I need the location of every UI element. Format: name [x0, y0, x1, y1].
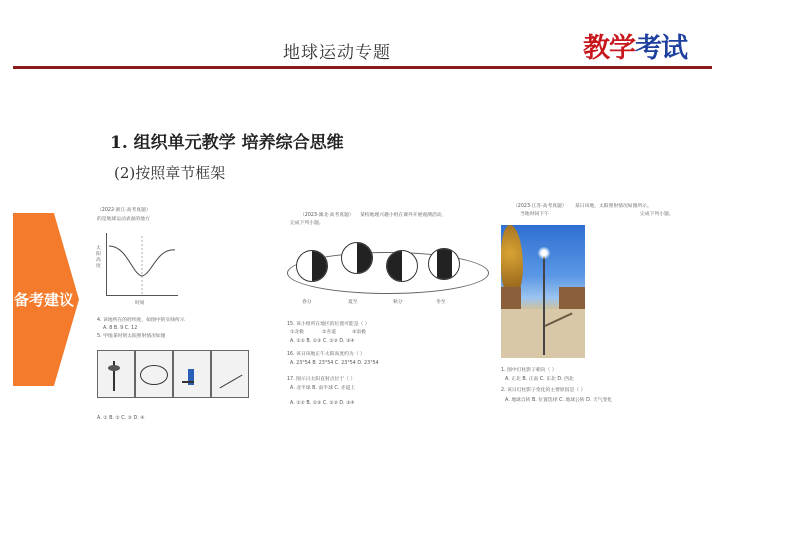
- header-title: 地球运动专题: [283, 43, 391, 63]
- globe-2: [341, 242, 373, 274]
- season-label-2: 夏至: [348, 300, 358, 305]
- figure-panel-1: [97, 350, 135, 398]
- exam1-q5-options: A. ① B. ② C. ③ D. ④: [97, 416, 145, 421]
- exam3-q1-options: A. 正北 B. 正南 C. 东北 D. 西北: [505, 377, 574, 382]
- season-label-3: 秋分: [393, 300, 403, 305]
- figure-panel-2: [135, 350, 173, 398]
- exam1-q5: 5. 甲地某时刻太阳照射情况如图: [97, 334, 166, 339]
- exam2-q17-answers: A. ①② B. ①③ C. ②③ D. ③④: [290, 401, 355, 406]
- arrow-tab-label: 备考建议: [14, 291, 75, 309]
- exam2-q15-answers: A. ①② B. ①③ C. ②③ D. ③④: [290, 339, 355, 344]
- exam2-source: （2023·湖北·高考真题）: [300, 213, 354, 218]
- exam2-stem-line1: 某校地理兴趣小组在课外开展观测活动，: [360, 213, 447, 218]
- exam2-q17-options: A. 北半球 B. 南半球 C. 赤道上: [290, 386, 356, 391]
- exam3-stem-line2: 当地时间下午: [520, 212, 549, 217]
- season-label-4: 冬至: [436, 300, 446, 305]
- figure-panel-4: [211, 350, 249, 398]
- exam1-stem: 的是地球运动表面的地方: [97, 217, 150, 222]
- brand-part2: 考试: [635, 33, 687, 64]
- campus-photo: [501, 225, 585, 358]
- sub-heading: (2)按照章节框架: [114, 164, 226, 182]
- exam3-stem-line3: 完成下列小题。: [640, 212, 674, 217]
- tree: [501, 225, 523, 295]
- graph-curve: [107, 236, 177, 294]
- graph-x-axis: [106, 295, 178, 296]
- building-left: [501, 287, 521, 309]
- building-right: [559, 287, 585, 309]
- exam3-q2-options: A. 地球自转 B. 位置选择 C. 地球公转 D. 天气变化: [505, 398, 613, 403]
- exam1-source: （2022·浙江·高考真题）: [97, 208, 151, 213]
- exam3-source: （2023·江苏·高考真题）: [513, 204, 567, 209]
- exam2-q17: 17. 图示日太阳直射点位于（ ）: [287, 377, 356, 382]
- exam2-q16: 16. 该日该地正午太阳高度约为（ ）: [287, 352, 365, 357]
- exam2-q15-option-3: ③南极: [352, 330, 366, 335]
- graph-y-label: 太阳高度: [96, 246, 101, 269]
- globe-1: [296, 250, 328, 282]
- graph-x-label: 时间: [135, 301, 145, 306]
- exam3-q1: 1. 图中灯柱影子朝向（ ）: [501, 368, 557, 373]
- exam1-q4: 4. 该地所在的经纬度，如图中的实线所示: [97, 318, 185, 323]
- exam3-stem-line1: 某日该地，太阳照射情况如图所示。: [575, 204, 652, 209]
- exam2-q15: 15. 该小组所在地区的位置可能是（ ）: [287, 322, 370, 327]
- exam3-q2: 2. 该日灯柱影子变化的主要原因是（ ）: [501, 388, 586, 393]
- section-heading: 1. 组织单元教学 培养综合思维: [110, 133, 344, 153]
- brand-logo: [583, 26, 687, 65]
- exam1-q4-options: A. 8 B. 9 C. 12: [103, 326, 138, 331]
- header-rule: [13, 66, 712, 69]
- globe-3: [386, 250, 418, 282]
- exam2-q16-options: A. 23°54 B. 23°54 C. 23°54 D. 23°54: [290, 361, 379, 366]
- sun: [538, 247, 550, 259]
- season-label-1: 春分: [302, 300, 312, 305]
- exam2-q15-option-1: ①北极: [290, 330, 304, 335]
- exam2-q15-option-2: ②赤道: [322, 330, 336, 335]
- globe-4: [428, 248, 460, 280]
- figure-panel-3: [173, 350, 211, 398]
- brand-part1: 教学: [583, 33, 635, 64]
- lamp-pole: [543, 255, 545, 355]
- exam2-stem-line2: 完成下列小题。: [290, 221, 324, 226]
